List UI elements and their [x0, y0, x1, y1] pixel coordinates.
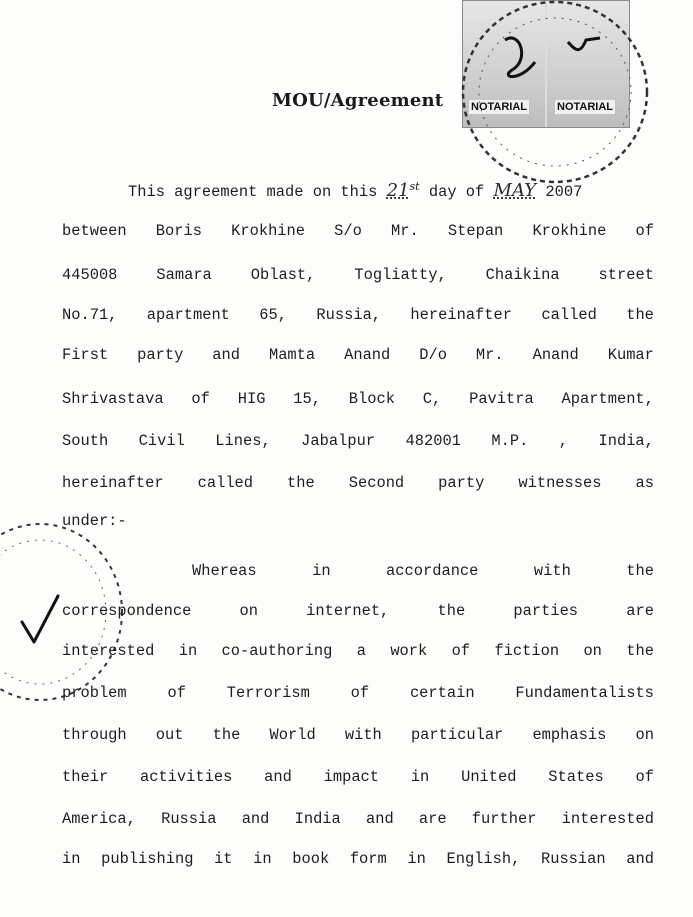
- word: D/o: [419, 346, 447, 364]
- date-line-day-of: day of: [428, 183, 485, 202]
- agreement-line: [62, 810, 654, 828]
- word: 15,: [293, 390, 321, 408]
- word: in: [410, 768, 430, 786]
- word: the: [437, 602, 466, 620]
- word: impact: [323, 768, 380, 786]
- word: it: [214, 850, 233, 868]
- stamp-label-right: NOTARIAL: [557, 101, 614, 113]
- word: Anand: [532, 346, 579, 364]
- word: party: [137, 346, 184, 364]
- word: with: [344, 726, 382, 744]
- word: South: [62, 432, 109, 450]
- word: the: [212, 726, 241, 744]
- word: the: [626, 306, 654, 324]
- word: parties: [513, 602, 579, 620]
- word: Mr.: [475, 346, 504, 364]
- word: hereinafter: [410, 306, 513, 324]
- word: 482001: [405, 432, 461, 450]
- word: English,: [446, 850, 521, 868]
- handwritten-day: 21: [386, 180, 410, 202]
- word: M.P.: [491, 432, 529, 450]
- word: Krokhine: [532, 222, 607, 240]
- word: States: [548, 768, 604, 786]
- word: under:-: [62, 512, 127, 530]
- word: work: [390, 642, 428, 660]
- word: hereinafter: [62, 474, 164, 492]
- word: Second: [348, 474, 405, 492]
- agreement-line: [62, 602, 654, 620]
- word: Mamta: [268, 346, 316, 364]
- handwritten-day-suffix: st: [409, 180, 420, 193]
- word: called: [197, 474, 254, 492]
- word: C,: [422, 390, 442, 408]
- word: further: [471, 810, 537, 828]
- word: HIG: [237, 390, 266, 408]
- word: a: [356, 642, 366, 660]
- word: in: [407, 850, 426, 868]
- word: emphasis: [532, 726, 607, 744]
- word: of: [635, 768, 654, 786]
- word: of: [191, 390, 210, 408]
- agreement-line: [62, 850, 654, 868]
- word: with: [533, 562, 571, 580]
- handwritten-month: MAY: [493, 180, 537, 202]
- document-title: MOU/Agreement: [272, 90, 444, 111]
- agreement-line: [62, 222, 654, 240]
- agreement-line: [62, 684, 654, 702]
- word: in: [253, 850, 272, 868]
- word: party: [438, 474, 485, 492]
- word: are: [626, 602, 654, 620]
- word: Lines,: [215, 432, 271, 450]
- word: Shrivastava: [62, 390, 164, 408]
- word: accordance: [386, 562, 479, 580]
- word: Samara: [156, 266, 212, 284]
- agreement-line: [62, 474, 654, 492]
- word: World: [269, 726, 316, 744]
- word: of: [167, 684, 186, 702]
- word: publishing: [101, 850, 194, 868]
- word: and: [626, 850, 654, 868]
- word: Russia,: [316, 306, 382, 324]
- word: Civil: [138, 432, 185, 450]
- word: Anand: [344, 346, 391, 364]
- word: called: [541, 306, 597, 324]
- word: as: [635, 474, 654, 492]
- stamp-label-left: NOTARIAL: [471, 101, 528, 113]
- word: India,: [598, 432, 654, 450]
- word: their: [62, 768, 109, 786]
- word: Mr.: [391, 222, 419, 240]
- word: and: [365, 810, 394, 828]
- word: the: [626, 562, 654, 580]
- word: India: [294, 810, 341, 828]
- word: and: [241, 810, 270, 828]
- agreement-line: [62, 642, 654, 660]
- word: 445008: [62, 266, 118, 284]
- word: Fundamentalists: [515, 684, 654, 702]
- agreement-line: [192, 562, 654, 580]
- word: on: [635, 726, 654, 744]
- agreement-line: [62, 266, 654, 284]
- word: out: [155, 726, 184, 744]
- word: of: [451, 642, 471, 660]
- word: interested: [62, 642, 155, 660]
- agreement-line: [62, 512, 654, 530]
- word: United: [461, 768, 517, 786]
- word: activities: [139, 768, 233, 786]
- word: ,: [558, 432, 569, 450]
- word: and: [212, 346, 240, 364]
- word: co-authoring: [221, 642, 333, 660]
- word: Kumar: [607, 346, 654, 364]
- word: 65,: [259, 306, 288, 324]
- word: problem: [62, 684, 127, 702]
- word: through: [62, 726, 127, 744]
- agreement-line: [62, 346, 654, 364]
- notary-seal-top-inner: [479, 18, 631, 166]
- word: street: [598, 266, 654, 284]
- word: interested: [561, 810, 654, 828]
- agreement-line: [62, 390, 654, 408]
- word: are: [418, 810, 447, 828]
- word: Chaikina: [485, 266, 560, 284]
- word: First: [62, 346, 109, 364]
- notary-seal-top: [463, 2, 647, 182]
- word: and: [264, 768, 292, 786]
- word: in: [62, 850, 81, 868]
- agreement-line: [62, 306, 654, 324]
- word: No.71,: [62, 306, 118, 324]
- word: form: [349, 850, 387, 868]
- word: the: [287, 474, 315, 492]
- word: Togliatty,: [354, 266, 447, 284]
- word: in: [178, 642, 198, 660]
- word: particular: [410, 726, 504, 744]
- word: of: [350, 684, 370, 702]
- date-line-year: 2007: [545, 183, 583, 202]
- word: Block: [348, 390, 395, 408]
- agreement-date-line: [128, 180, 582, 201]
- word: internet,: [306, 602, 390, 620]
- word: Oblast,: [250, 266, 316, 284]
- agreement-line: [62, 726, 654, 744]
- signature-stamp-left: [505, 38, 535, 77]
- word: certain: [409, 684, 475, 702]
- word: between: [62, 222, 127, 240]
- signature-stamp-right: [568, 38, 600, 50]
- word: on: [583, 642, 602, 660]
- word: Terrorism: [226, 684, 310, 702]
- word: Whereas: [192, 562, 257, 580]
- word: Russia: [161, 810, 217, 828]
- word: Apartment,: [561, 390, 654, 408]
- word: apartment: [146, 306, 230, 324]
- checkmark-icon: [22, 596, 58, 642]
- date-line-prefix: This agreement made on this: [128, 183, 378, 202]
- word: of: [635, 222, 654, 240]
- word: on: [239, 602, 258, 620]
- word: Boris: [155, 222, 202, 240]
- word: correspondence: [62, 602, 192, 620]
- agreement-line: [62, 432, 654, 450]
- word: book: [292, 850, 330, 868]
- word: witnesses: [518, 474, 602, 492]
- word: Krokhine: [231, 222, 306, 240]
- word: in: [312, 562, 331, 580]
- word: the: [626, 642, 654, 660]
- word: Russian: [540, 850, 606, 868]
- agreement-line: [62, 768, 654, 786]
- word: Pavitra: [469, 390, 534, 408]
- word: Stepan: [447, 222, 504, 240]
- word: fiction: [494, 642, 560, 660]
- word: S/o: [334, 222, 362, 240]
- word: America,: [62, 810, 136, 828]
- word: Jabalpur: [301, 432, 376, 450]
